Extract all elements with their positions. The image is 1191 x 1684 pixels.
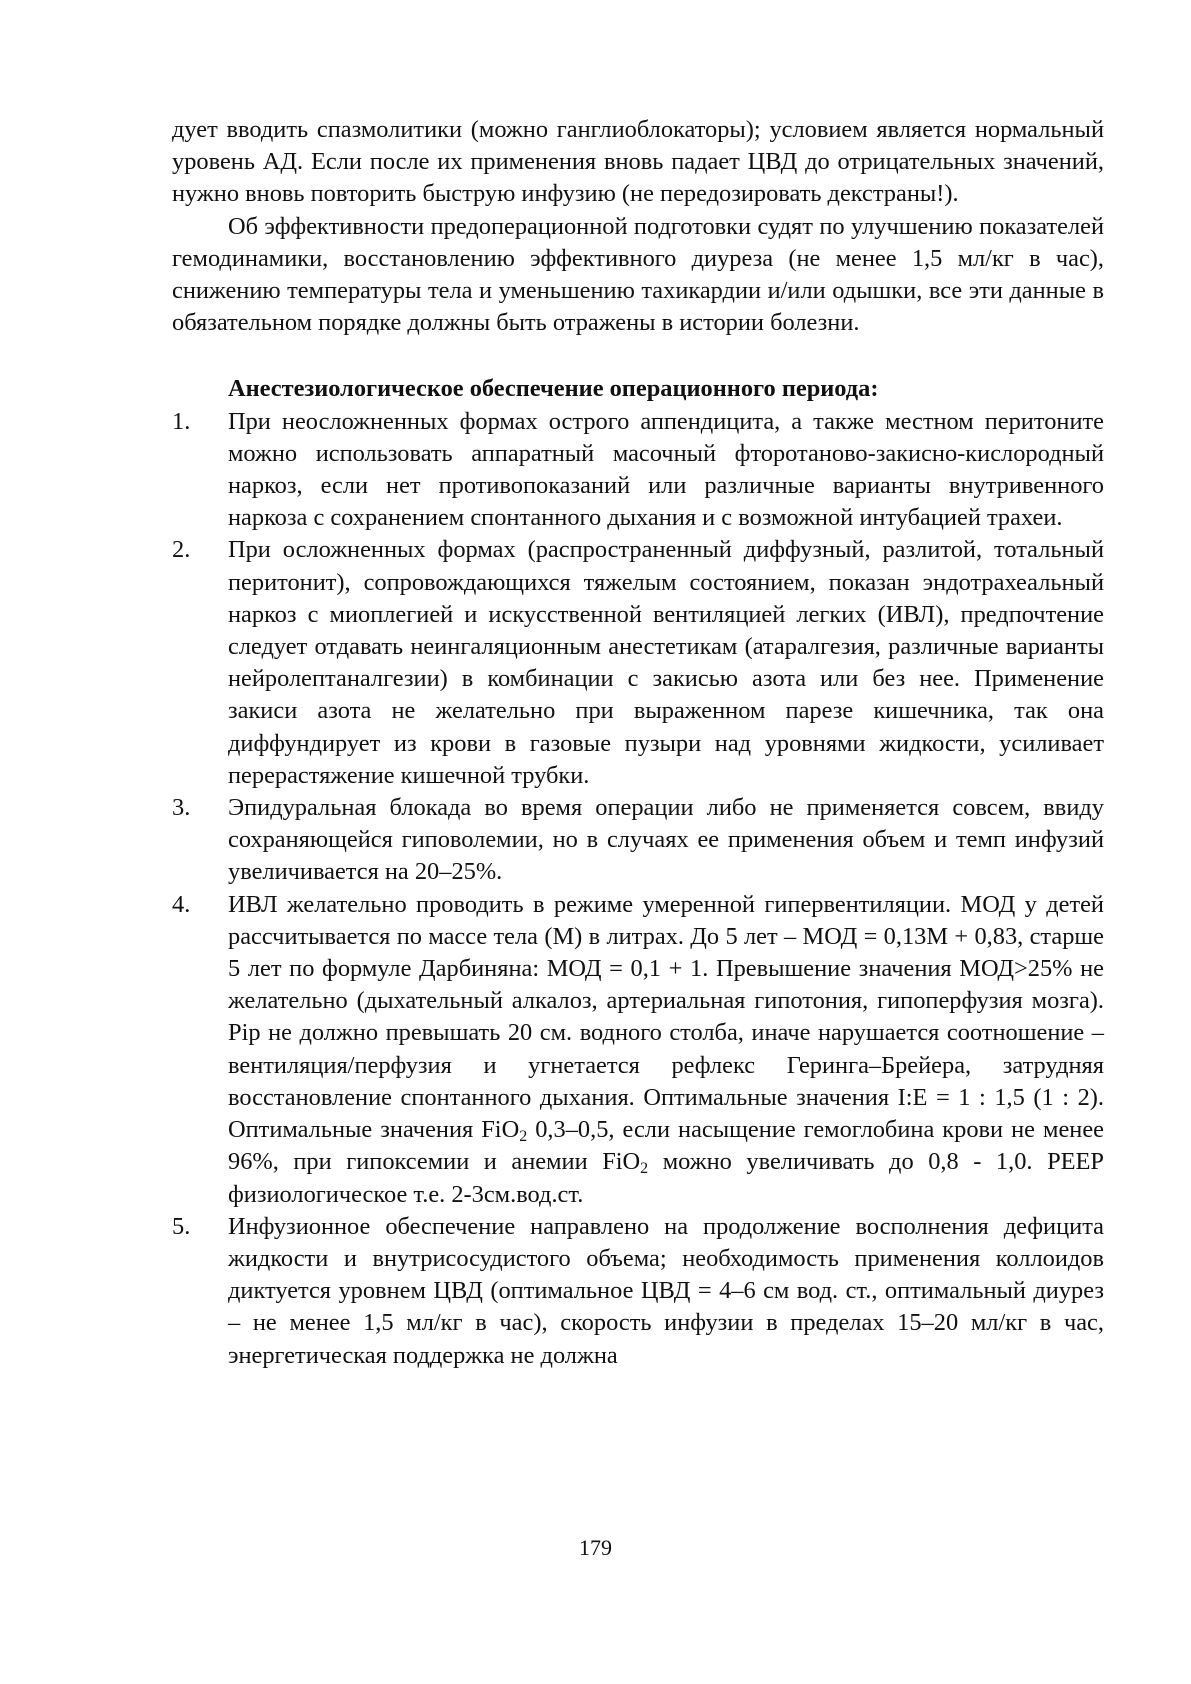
list-item-2 — [172, 534, 1104, 792]
page-body — [172, 114, 1104, 1372]
subscript: 2 — [519, 1128, 528, 1146]
list-number: 4. — [172, 890, 191, 918]
list-item-text: При неосложненных формах острого аппендицита, а также местном перитоните можно использовать аппаратный масочный фторотаново-закисно-кислородный наркоз, если нет противопоказаний или различные варианты внутривенного наркоза с сохранением спонтанного дыхания и с возможной интубацией трахеи. — [228, 407, 1104, 532]
list-number: 1. — [172, 407, 191, 435]
list-item-4 — [172, 889, 1104, 1211]
continuation-paragraph: дует вводить спазмолитики (можно ганглиоблокаторы); условием является нормальный уровень АД. Если после их применения вновь падает ЦВД до отрицательных значений, нужно вновь повторить быструю инфузию (не передозировать декстраны!). — [172, 116, 1104, 208]
effectiveness-paragraph: Об эффективности предоперационной подготовки судят по улучшению показателей гемодинамики, восстановлению эффективного диуреза (не менее 1,5 мл/кг в час), снижению температуры тела и уменьшению тахикардии и/или одышки, все эти данные в обязательном порядке должны быть отражены в истории болезни. — [172, 212, 1104, 337]
list-item-text — [228, 891, 1104, 1208]
subscript: 2 — [640, 1160, 649, 1178]
list-number: 5. — [172, 1212, 191, 1240]
list-number: 2. — [172, 536, 191, 564]
list-item-text: При осложненных формах (распространенный диффузный, разлитой, тотальный перитонит), сопровождающихся тяжелым состоянием, показан эндотрахеальный наркоз с миоплегией и искусственной вентиляцией легких (ИВЛ), предпочтение следует отдавать неингаляционным анестетикам (атаралгезия, различные варианты нейролептаналгезии) в комбинации с закисью азота или без нее. Применение закиси азота не желательно при выраженном парезе кишечника, так она диффундирует из крови в газовые пузыри над уровнями жидкости, усиливает перерастяжение кишечной трубки. — [228, 536, 1104, 789]
list-item-text-part: 0,3–0,5, если насыщение гемоглобина крови не менее 96%, при гипоксемии и анемии FiO — [228, 1116, 1104, 1176]
list-item-1 — [172, 406, 1104, 535]
list-number: 3. — [172, 794, 191, 822]
list-item-text: Инфузионное обеспечение направлено на продолжение восполнения дефицита жидкости и внутрисосудистого объема; необходимость применения коллоидов диктуется уровнем ЦВД (оптимальное ЦВД = 4–6 см вод. ст., оптимальный диурез – не менее 1,5 мл/кг в час), скорость инфузии в пределах 15–20 мл/кг в час, энергетическая поддержка не должна — [228, 1212, 1104, 1369]
page-number: 179 — [579, 1535, 612, 1560]
section-heading: Анестезиологическое обеспечение операционного периода: — [228, 375, 879, 403]
list-item-text: Эпидуральная блокада во время операции либо не применяется совсем, ввиду сохраняющейся гиповолемии, но в случаях ее применения объем и темп инфузий увеличивается на 20–25%. — [228, 794, 1104, 886]
list-item-text-part: можно увеличивать до 0,8 - 1,0. PEEP физиологическое т.е. 2-3см.вод.ст. — [228, 1148, 1104, 1208]
list-item-text-part: ИВЛ желательно проводить в режиме умеренной гипервентиляции. МОД у детей рассчитывается по массе тела (М) в литрах. До 5 лет – МОД = 0,13М + 0,83, старше 5 лет по формуле Дарбиняна: МОД = 0,1 + 1. Превышение значения МОД>25% не желательно (дыхательный алкалоз, артериальная гипотония, гипоперфузия мозга). Pip не должно превышать 20 см. водного столба, иначе нарушается соотношение – вентиляция/перфузия и угнетается рефлекс Геринга–Брейера, затрудняя восстановление спонтанного дыхания. Оптимальные значения I:E = 1 : 1,5 (1 : 2). Оптимальные значения FiO — [228, 890, 1104, 1144]
list-item-3 — [172, 792, 1104, 889]
anesthesia-list — [172, 406, 1104, 1372]
list-item-5 — [172, 1211, 1104, 1372]
